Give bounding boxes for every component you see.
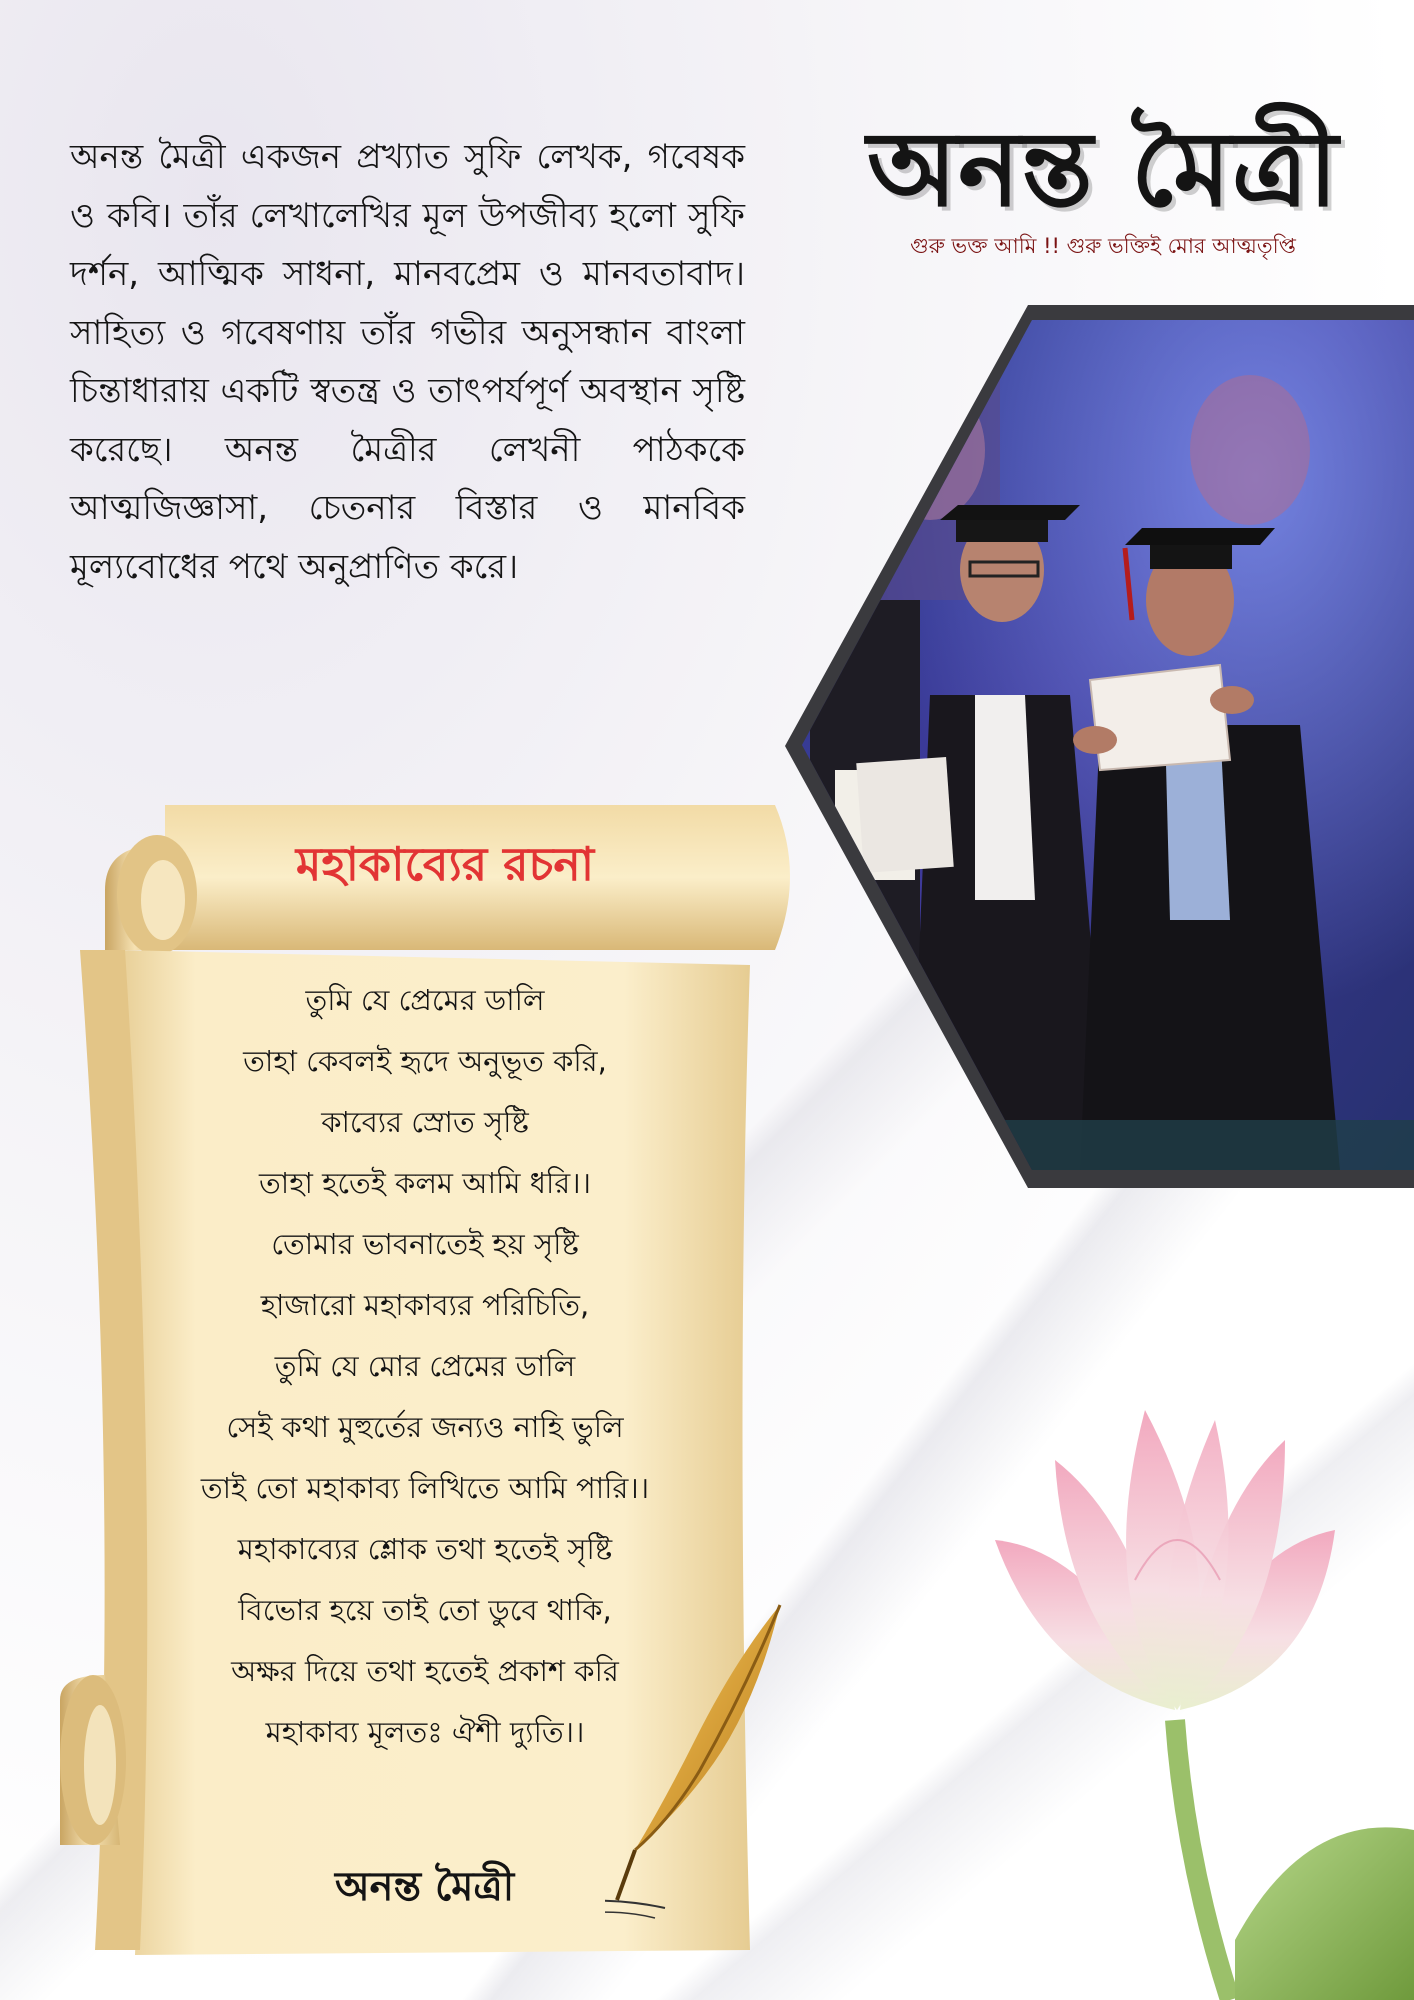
graduation-photo-frame xyxy=(780,300,1414,1190)
author-bio-paragraph: অনন্ত মৈত্রী একজন প্রখ্যাত সুফি লেখক, গবেষক ও কবি। তাঁর লেখালেখির মূল উপজীব্য হলো সুফি দর্শন, আত্মিক সাধনা, মানবপ্রেম ও মানবতাবাদ। সাহিত্য ও গবেষণায় তাঁর গভীর অনুসন্ধান বাংলা চিন্তাধারায় একটি স্বতন্ত্র ও তাৎপর্যপূর্ণ অবস্থান সৃষ্টি করেছে। অনন্ত মৈত্রীর লেখনী পাঠককে আত্মজিজ্ঞাসা, চেতনার বিস্তার ও মানবিক মূল্যবোধের পথে অনুপ্রাণিত করে। xyxy=(70,137,745,587)
poem-line: তাহা হতেই কলম আমি ধরি।। xyxy=(259,1166,591,1200)
poem-line: মহাকাব্যের শ্লোক তথা হতেই সৃষ্টি xyxy=(237,1532,613,1566)
tagline: গুরু ভক্ত আমি !! গুরু ভক্তিই মোর আত্মতৃপ্তি xyxy=(910,234,1296,258)
poem-line: অক্ষর দিয়ে তথা হতেই প্রকাশ করি xyxy=(231,1654,619,1688)
poem-line: মহাকাব্য মূলতঃ ঐশী দ্যুতি।। xyxy=(265,1715,585,1749)
poem-line: তাহা কেবলই হৃদে অনুভূত করি, xyxy=(243,1044,607,1078)
poem-line: তুমি যে প্রেমের ডালি xyxy=(305,983,545,1017)
page-title: অনন্ত মৈত্রী xyxy=(866,107,1339,230)
poem-line: বিভোর হয়ে তাই তো ডুবে থাকি, xyxy=(238,1593,612,1627)
poem-line: কাব্যের স্রোত সৃষ্টি xyxy=(321,1105,529,1139)
poem-line: তাই তো মহাকাব্য লিখিতে আমি পারি।। xyxy=(200,1471,650,1505)
title-block xyxy=(828,107,1378,265)
graduation-photo xyxy=(780,300,1414,1190)
poem-line: হাজারো মহাকাব্যর পরিচিতি, xyxy=(260,1288,590,1322)
poem-signature: অনন্ত মৈত্রী xyxy=(335,1863,515,1910)
quill-pen-icon xyxy=(605,1600,805,1930)
poem-line: তুমি যে মোর প্রেমের ডালি xyxy=(274,1349,576,1383)
poem-line: সেই কথা মুহুর্তের জন্যও নাহি ভুলি xyxy=(226,1410,624,1444)
poem-line: তোমার ভাবনাতেই হয় সৃষ্টি xyxy=(271,1227,579,1261)
lotus-flower-icon xyxy=(985,1380,1414,2000)
poem-scroll xyxy=(45,800,815,1965)
poem-title: মহাকাব্যের রচনা xyxy=(295,837,595,891)
